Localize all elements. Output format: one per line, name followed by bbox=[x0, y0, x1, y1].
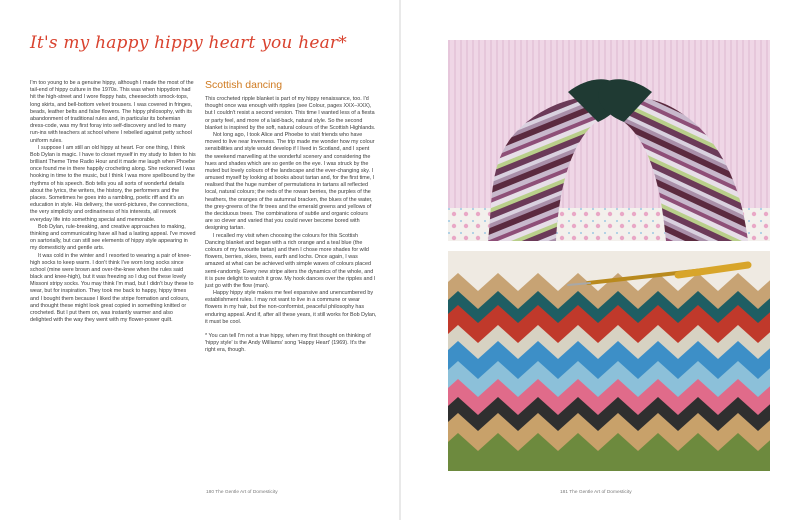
ripple-blanket-photo bbox=[448, 251, 770, 471]
page-number-right: 181 The Gentle Art of Domesticity bbox=[560, 490, 632, 495]
body-paragraph: This crocheted ripple blanket is part of my hippy renaissance, too. I'd thought once was enough with ripples (see Colour, pages XXX–XXX), but I couldn't resist a second version. This time I wanted less of a fiesta or party feel, and more of a laid-back, natural style. So the second blanket is inspired by the soft, natural colours of the Scottish Highlands. bbox=[205, 96, 376, 131]
page-number-left: 180 The Gentle Art of Domesticity bbox=[206, 490, 278, 495]
body-paragraph: Happy hippy style makes me feel expansive and unencumbered by establishment rules. I may not want to live in a commune or wear flowers in my hair, but the non-conformist, peaceful philosophy has enduring appeal. And if, after all these years, it still works for Bob Dylan, it must be cool. bbox=[205, 290, 377, 325]
socks-illustration bbox=[448, 40, 770, 241]
striped-socks-photo bbox=[448, 40, 770, 241]
footnote: * You can tell I'm not a true hippy, when my first thought on thinking of 'hippy style' is the Andy Williams' song 'Happy Heart' (1969). It's the right era, though. bbox=[205, 333, 371, 354]
body-paragraph: I suppose I am still an old hippy at heart. For one thing, I think Bob Dylan is magic. I have to closet myself in my study to listen to his brilliant Theme Time Radio Hour and it made me laugh when Phoebe once found me in there happily crocheting along. She reckoned I was hooking in time to the music, but I think I was more spellbound by the rhythms of his speech. Bob tells you all sorts of wonderful details about the lyrics, the writers, the history, the performers and the places. Sometimes he goes into a rambling, poetic riff and it's an education in style. His delivery, the word-pictures, the connections, the very simplicity and ordinariness of his interests, all rework everyday life into something special and memorable. bbox=[30, 144, 196, 223]
body-paragraph: I recalled my visit when choosing the colours for this Scottish Dancing blanket and began with a rich orange and a teal blue (the colours of my favourite tartan) and then I chose more shades for wild flowers, berries, skies, trees, earth and lochs. Once again, I was amazed at what can be achieved with simple waves of colours placed semi-randomly. Every new stripe alters the dynamics of the whole, and it is pure delight to watch it grow. My hook dances over the ripples and I just go with the flow (man). bbox=[205, 232, 376, 289]
body-paragraph: It was cold in the winter and I resorted to wearing a pair of knee-high socks to keep warm. I don't think I've worn long socks since school (mine were brown and over-the-knee when the rules said black and knee-high), but it was freezing so I dug out these lovely Missoni stripy socks. You may think I'm mad, but I didn't buy these to wear, but for inspiration. They took me back to happy, hippy times and I bought them because I liked the stripe formation and colours, and thought these might look great copied in something knitted or crocheted. But I put them on, was instantly warmer and also delighted with the way they went with my flower-power quilt. bbox=[30, 252, 194, 324]
page-title: It's my happy hippy heart you hear* bbox=[30, 33, 347, 53]
right-text-column bbox=[205, 79, 377, 355]
body-paragraph: Not long ago, I took Alice and Phoebe to visit friends who have moved to live near Inverness. The trip made me wonder how my colour sensibilities and style would develop if I lived in Scotland, and I spent the weekend marvelling at the wonderful scenery and considering the hues and shades which are so gentle on the eye. I was struck by the muted but lovely colours of the landscape and the ever-changing sky. I amused myself by looking at books about tartan and, for the first time, I realised that the huge number of permutations in tartans all reflected local, natural colours; the reds of the rowan berries, the purples of the heathers, the oranges of the autumnal bracken, the blues of the water, the grey-greens of the fir trees and the emerald greens and yellows of the deciduous trees. The combinations of subtle and organic colours are so clever and varied that you could never become bored with designing tartan. bbox=[205, 131, 375, 232]
body-paragraph: I'm too young to be a genuine hippy, although I made the most of the tail-end of hippy culture in the 1970s. This was when hippydom had hit the high-street and I wore floppy hats, cheesecloth smock-tops, long skirts, and bell-bottom velvet trousers. I was covered in fringes, beads, leather belts and false flowers. The hippy philosophy, with its abandonment of traditional rules and, in particular its bohemian dress-code, was my first foray into self-discovery and led to many run-ins with teachers at school where I rebelled against petty school uniform rules. bbox=[30, 80, 194, 144]
book-gutter bbox=[399, 0, 401, 520]
blanket-illustration bbox=[448, 251, 770, 471]
left-text-column bbox=[30, 80, 196, 324]
section-heading: Scottish dancing bbox=[205, 79, 283, 91]
body-paragraph: Bob Dylan, rule-breaking, and creative approaches to making, thinking and communicating have all had a lasting appeal. I've moved on sartorially, but can still see elements of hippy style appearing in my domesticity and gentle arts. bbox=[30, 223, 196, 252]
